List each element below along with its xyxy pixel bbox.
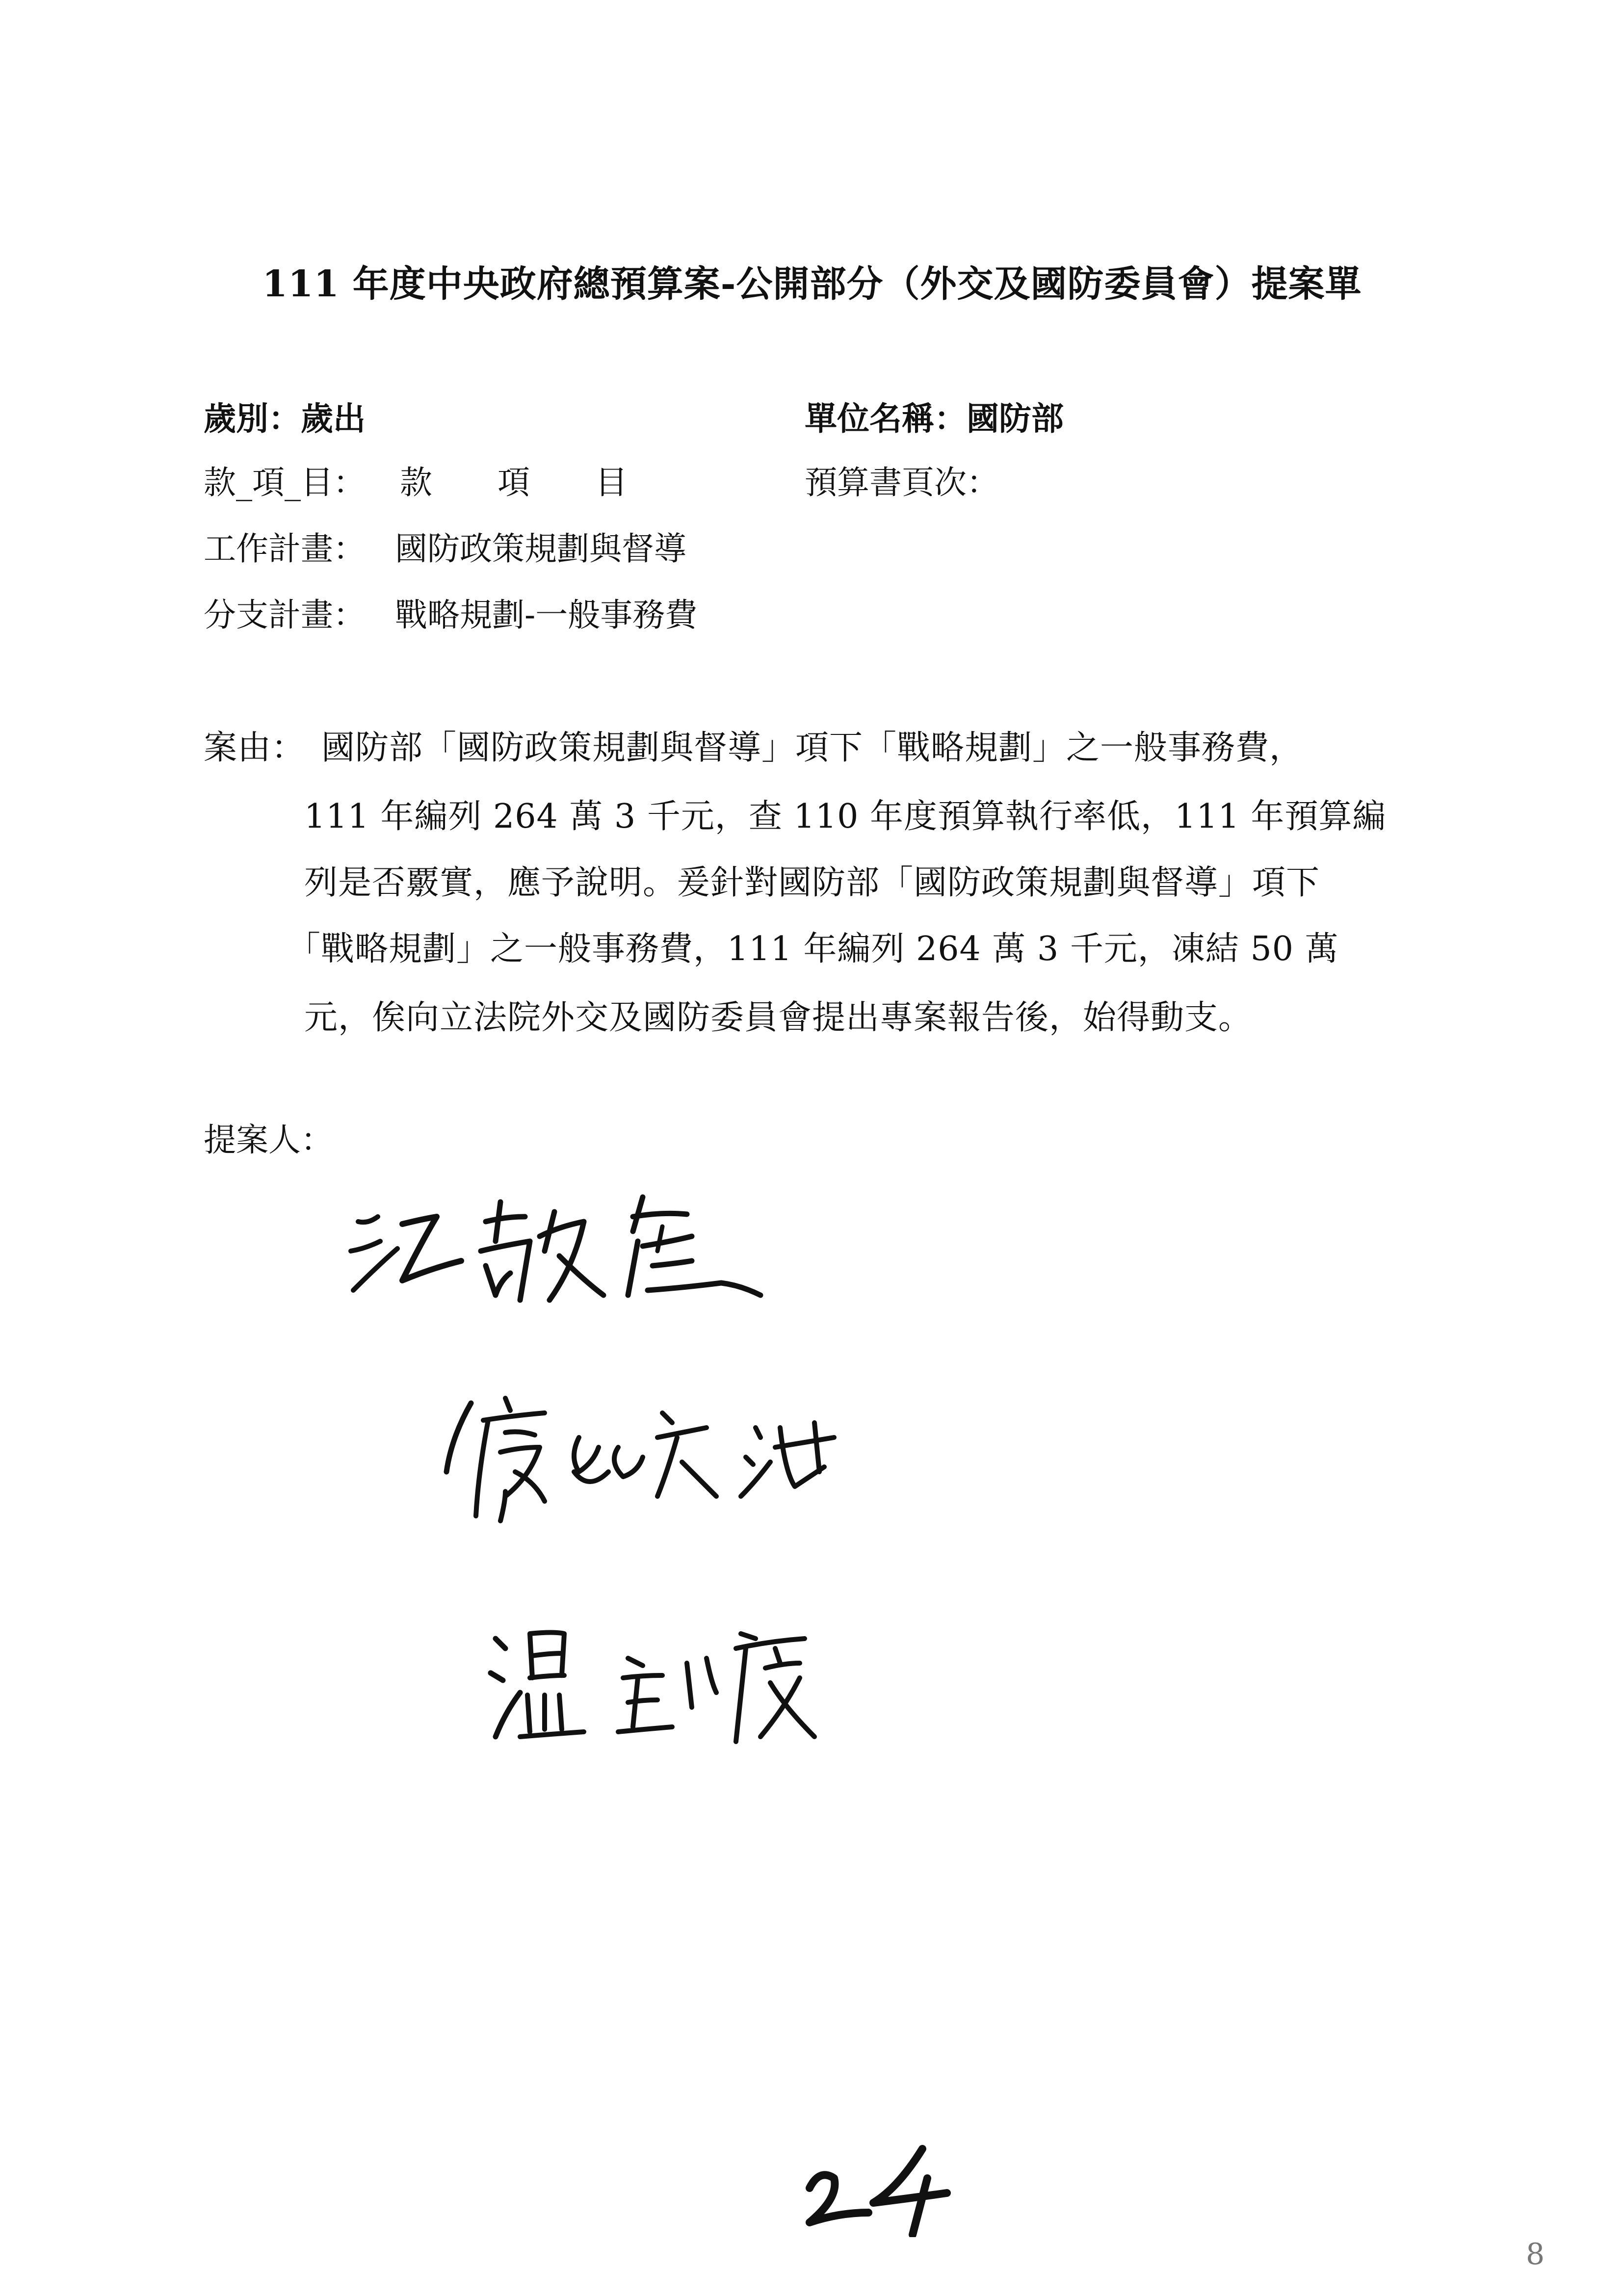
signature-1 xyxy=(339,1168,780,1315)
item-field xyxy=(204,456,655,503)
reason-line-3: 列是否覈實，應予說明。爰針對國防部「國防政策規劃與督導」項下 xyxy=(304,863,1320,902)
page-ref-label: 預算書頁次： xyxy=(805,464,999,501)
corner-mark: 8 xyxy=(1526,2237,1545,2271)
subplan-label: 分支計畫： xyxy=(204,596,366,634)
document-title: 111 年度中央政府總預算案-公開部分（外交及國防委員會）提案單 xyxy=(262,263,1362,305)
plan-label: 工作計畫： xyxy=(204,530,366,568)
category-field xyxy=(204,392,366,439)
unit-value: 國防部 xyxy=(967,399,1064,438)
category-value: 歲出 xyxy=(301,399,366,438)
page-ref-field xyxy=(805,456,999,503)
reason-line-1: 國防部「國防政策規劃與督導」項下「戰略規劃」之一般事務費， xyxy=(321,729,1304,767)
subplan-value: 戰略規劃-一般事務費 xyxy=(395,596,698,634)
plan-field xyxy=(204,522,686,569)
reason-line-2: 111 年編列 264 萬 3 千元，查 110 年度預算執行率低，111 年預算編 xyxy=(304,797,1387,836)
category-label: 歲別： xyxy=(204,399,301,438)
page-number xyxy=(800,2139,967,2237)
reason-line-4: 「戰略規劃」之一般事務費，111 年編列 264 萬 3 千元，凍結 50 萬 xyxy=(287,930,1339,968)
subplan-field xyxy=(204,589,697,635)
unit-field xyxy=(805,392,1064,439)
reason-label: 案由： xyxy=(204,729,306,767)
proposer-label: 提案人： xyxy=(204,1121,333,1159)
unit-label: 單位名稱： xyxy=(805,399,967,438)
signature-2 xyxy=(432,1374,873,1536)
item-value: 款 項 目 xyxy=(400,464,655,501)
signature-3 xyxy=(481,1594,854,1756)
plan-value: 國防政策規劃與督導 xyxy=(395,530,686,568)
item-label: 款_項_目： xyxy=(204,464,366,501)
reason-line-5: 元，俟向立法院外交及國防委員會提出專案報告後，始得動支。 xyxy=(304,998,1253,1037)
